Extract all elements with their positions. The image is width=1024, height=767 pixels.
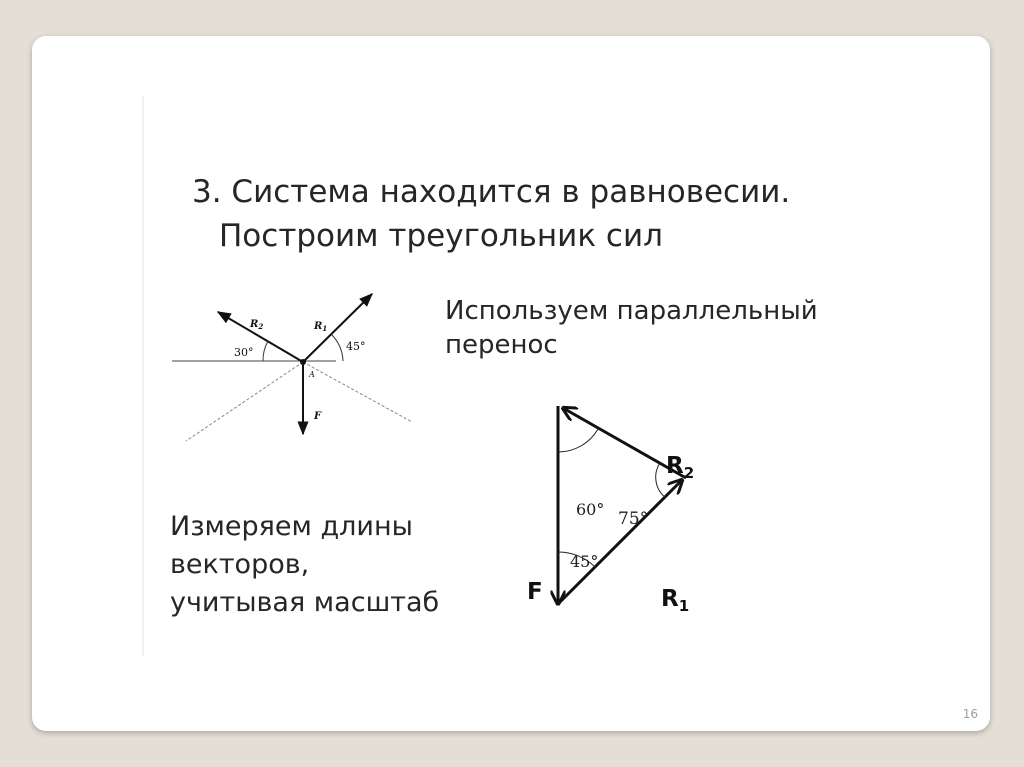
force-diagram: [166, 286, 426, 451]
slide-title: [192, 170, 790, 258]
content-edge-line: [142, 96, 144, 656]
angle-arc-75: [656, 463, 666, 498]
measure-line-1: Измеряем длины: [170, 511, 413, 542]
measure-line-2: векторов,: [170, 549, 310, 580]
title-line-1: 3. Система находится в равновесии.: [192, 174, 791, 210]
angle-arc-30: [263, 341, 268, 361]
r2-subscript: 2: [258, 322, 264, 331]
angle-arc-60: [558, 429, 598, 452]
measure-line-3: учитывая масштаб: [170, 587, 440, 618]
angle-label-45: 45°: [346, 340, 366, 353]
triangle-r2-label: R: [666, 453, 684, 479]
svg-text:R1: [313, 321, 327, 333]
note-line-1: Используем параллельный: [445, 296, 818, 326]
r2-label: R: [250, 319, 259, 330]
force-triangle: [506, 390, 736, 615]
extension-line-r1: [186, 362, 303, 441]
svg-text:R1: [661, 586, 689, 615]
f-label-small: F: [314, 411, 322, 422]
slide-number: 16: [962, 707, 978, 721]
slide: [32, 36, 990, 731]
point-a-dot: [300, 359, 306, 365]
angle-label-45-triangle: 45°: [570, 552, 599, 571]
point-a-label: A: [309, 370, 315, 379]
svg-text:R2: [249, 319, 263, 331]
triangle-f-label: F: [527, 579, 543, 605]
svg-text:R2: [666, 453, 694, 482]
r1-label: R: [314, 321, 323, 332]
note-line-2: перенос: [445, 330, 558, 360]
r1-subscript: 1: [322, 324, 328, 333]
measure-vectors-note: [170, 508, 439, 622]
angle-arc-45: [331, 334, 343, 361]
triangle-r2-subscript: 2: [683, 464, 695, 482]
angle-label-30: 30°: [234, 346, 254, 359]
angle-label-60: 60°: [576, 500, 605, 519]
parallel-transfer-note: [445, 294, 818, 362]
triangle-r1-subscript: 1: [678, 597, 690, 615]
triangle-r1-label: R: [661, 586, 679, 612]
angle-label-75: 75°: [618, 509, 649, 529]
vector-r2: [218, 312, 303, 362]
title-line-2: Построим треугольник сил: [219, 218, 663, 254]
